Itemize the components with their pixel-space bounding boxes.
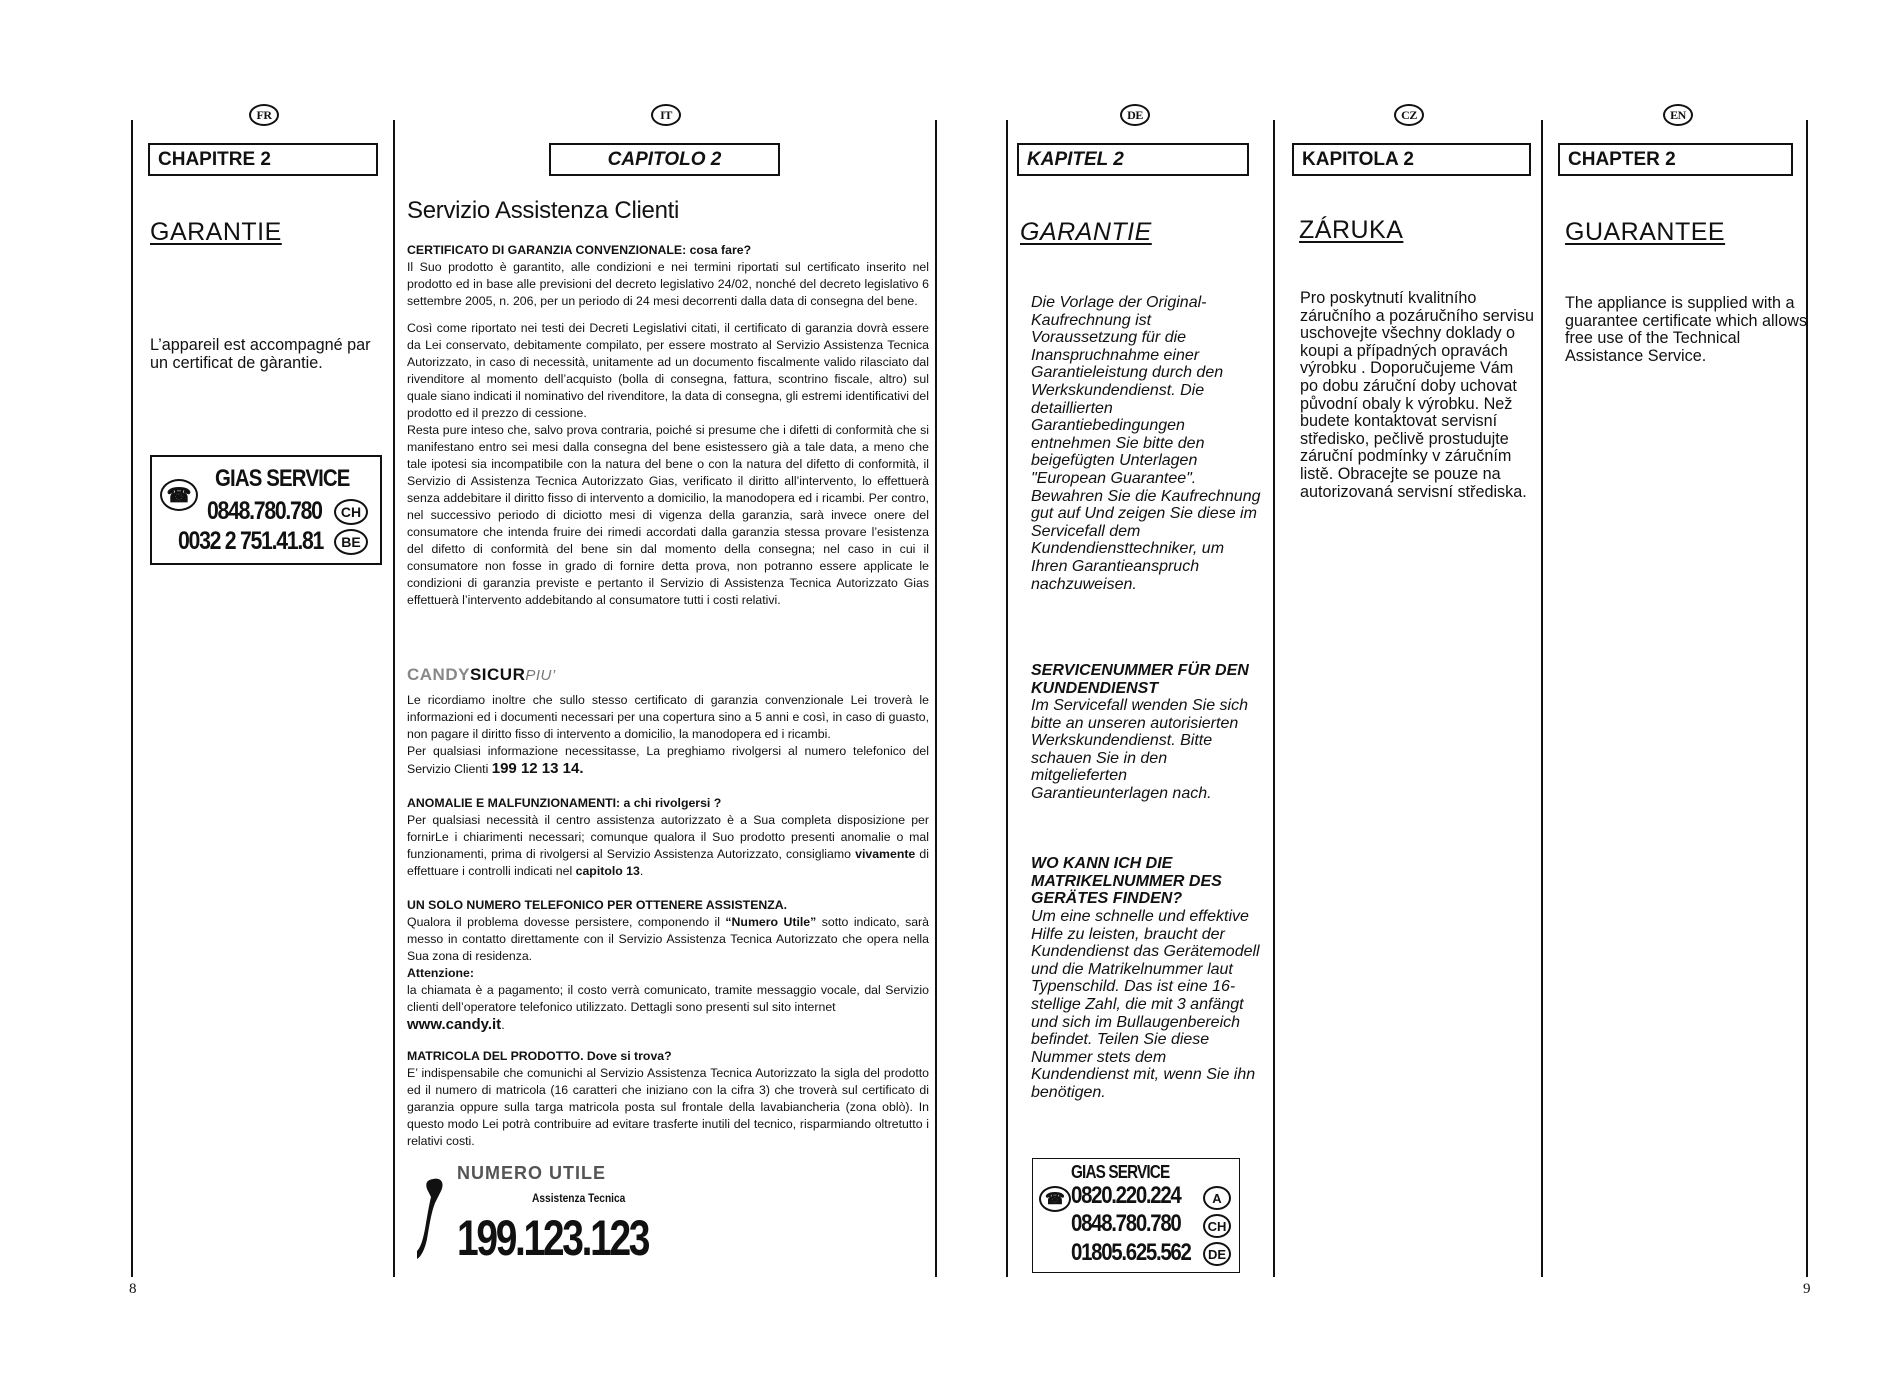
chapter-title: KAPITOLA 2 — [1302, 148, 1414, 170]
lang-badge-de: DE — [1120, 104, 1150, 126]
numero-utile-logo — [407, 1163, 647, 1273]
column-divider — [935, 120, 937, 1277]
chapter-box-it — [549, 143, 780, 176]
country-code: A — [1203, 1186, 1231, 1210]
column-divider — [131, 120, 133, 1277]
paragraph: E’ indispensabile che comunichi al Servizio Assistenza Tecnica Autorizzato la sigla del prodotto ed il numero di matricola (16 caratteri che iniziano con la cifra 3) che troverà sul certificato di garanzia oppure sulla targa matricola posta sul frontale della lavabiancheria (zona oblò). In questo modo Lei potrà contribuire ad evitare trasferte inutili del tecnico, risparmiando oltretutto i relativi costi. — [407, 1066, 929, 1148]
chapter-title: KAPITEL 2 — [1027, 148, 1124, 170]
service-number: 0820.220.224 — [1071, 1182, 1181, 1209]
telephone-icon: ☎ — [160, 479, 198, 511]
handset-icon — [415, 1173, 445, 1263]
paragraph: Le ricordiamo inoltre che sullo stesso certificato di garanzia convenzionale Lei troverà le informazioni ed i documenti necessari per una copertura sino a 5 anni e così, in caso di guasto, non pagare il diritto fisso di intervento a domicilio, la manodopera ed i ricambi. — [407, 693, 929, 741]
lang-badge-it: IT — [651, 104, 681, 126]
service-number: 0032 2 751.41.81 — [178, 527, 324, 555]
subheading: CERTIFICATO DI GARANZIA CONVENZIONALE: cosa fare? — [407, 243, 752, 257]
paragraph: la chiamata è a pagamento; il costo verrà comunicato, tramite messaggio vocale, dal Servizio clienti dell’operatore telefonico utilizzato. Dettagli sono presenti sul sito internet — [407, 983, 929, 1014]
paragraph: www.candy.it. — [407, 1016, 505, 1033]
subheading-de: SERVICENUMMER FÜR DEN KUNDENDIENST — [1031, 662, 1249, 697]
service-title: GIAS SERVICE — [215, 465, 350, 492]
lang-badge-cz: CZ — [1394, 104, 1424, 126]
chapter-box-de — [1017, 143, 1249, 176]
chapter-title: CAPITOLO 2 — [607, 148, 722, 170]
attention-label: Attenzione: — [407, 966, 474, 980]
chapter-title: CHAPITRE 2 — [158, 148, 271, 170]
website-link[interactable]: www.candy.it — [407, 1016, 502, 1033]
subheading-de: WO KANN ICH DIE MATRIKELNUMMER DES GERÄTES FINDEN? — [1031, 855, 1222, 908]
country-code: CH — [1203, 1214, 1231, 1238]
column-divider — [393, 120, 395, 1277]
body-text-de: Um eine schnelle und effektive Hilfe zu leisten, braucht der Kundendienst das Gerätemodell und die Matrikelnummer laut Typenschild. Das ist eine 16-stellige Zahl, die mit 3 anfängt und sich im Bullaugenbereich befindet. Teilen Sie diese Nummer stets dem Kundendienst mit, wenn Sie ihn benötigen. — [1031, 908, 1260, 1101]
body-text-it — [407, 242, 929, 609]
column-divider — [1006, 120, 1008, 1277]
chapter-box-en — [1558, 143, 1793, 176]
lang-badge-fr: FR — [249, 104, 279, 126]
lang-badge-en: EN — [1663, 104, 1693, 126]
paragraph: Resta pure inteso che, salvo prova contraria, poiché si presume che i difetti di conformità che si manifestano entro sei mesi dalla consegna del bene esistessero già a tale data, a meno che tale ipotesi sia incompatibile con la natura del bene o con la natura del difetto di conformità, il Servizio di Assistenza Tecnica Autorizzato Gias, verificato il diritto all’intervento, lo effettuerà senza addebitare il diritto fisso di intervento a domicilio, la manodopera ed i ricambi. Per contro, nel successivo periodo di diciotto mesi di vigenza della garanzia, sarà invece onere del consumatore che intenda fruire dei rimedi accordati dalla garanzia stessa provare l’esistenza del difetto di conformità del bene sin dal momento della consegna; nel caso in cui il consumatore non fosse in grado di fornire detta prova, non potranno essere applicate le condizioni di garanzia previste e pertanto il Servizio di Assistenza Tecnica Autorizzato Gias effettuerà l’intervento addebitando al consumatore tutti i costi relativi. — [407, 423, 929, 607]
body-text-de: Im Servicefall wenden Sie sich bitte an unseren autorisierten Werkskundendienst. Bitte schauen Sie in den mitgelieferten Garantieunterlagen nach. — [1031, 697, 1248, 802]
section-heading-cz: ZÁRUKA — [1299, 216, 1404, 244]
service-phone: 199 12 13 14. — [491, 760, 584, 777]
column-divider — [1541, 120, 1543, 1277]
numero-utile-number: 199.123.123 — [457, 1210, 649, 1266]
body-text-it-2 — [407, 692, 929, 1150]
service-box-fr — [150, 455, 382, 565]
country-code: BE — [334, 529, 368, 555]
subheading: ANOMALIE E MALFUNZIONAMENTI: a chi rivolgersi ? — [407, 796, 722, 810]
paragraph: Così come riportato nei testi dei Decreti Legislativi citati, il certificato di garanzia dovrà essere da Lei conservato, debitamente compilato, per essere mostrato al Servizio Assistenza Tecnica Autorizzato, in caso di necessità, unitamente ad un documento fiscalmente valido rilasciato dal rivenditore al momento dell’acquisto (bolla di consegna, fattura, scontrino fiscale, altro) sul quale siano indicati il nominativo del rivenditore, la data di consegna, gli estremi identificativi del prodotto ed il prezzo di cessione. — [407, 321, 929, 420]
service-number: 0848.780.780 — [207, 497, 322, 525]
chapter-title: CHAPTER 2 — [1568, 148, 1676, 170]
numero-utile-title: NUMERO UTILE — [457, 1163, 606, 1183]
column-divider — [1806, 120, 1808, 1277]
chapter-box-fr — [148, 143, 378, 176]
body-text-en: The appliance is supplied with a guarantee certificate which allows free use of the Technical Assistance Service. — [1565, 294, 1808, 365]
column-divider — [1273, 120, 1275, 1277]
subheading: UN SOLO NUMERO TELEFONICO PER OTTENERE ASSISTENZA. — [407, 898, 788, 912]
page-number-right: 9 — [1803, 1281, 1811, 1297]
body-text-de: Die Vorlage der Original-Kaufrechnung ist Voraussetzung für die Inanspruchnahme einer Garantieleistung durch den Werkskundendienst. Die detaillierten Garantiebedingungen entnehmen Sie bitte den beigefügten Unterlagen "European Guarantee". Bewahren Sie die Kaufrechnung gut auf Und zeigen Sie diese im Servicefall dem Kundendiensttechniker, um Ihren Garantieanspruch nachzuweisen. — [1031, 294, 1261, 593]
paragraph: Per qualsiasi informazione necessitasse, La preghiamo rivolgersi al numero telefonico del Servizio Clienti 199 12 13 14. — [407, 744, 929, 777]
paragraph: Qualora il problema dovesse persistere, componendo il “Numero Utile” sotto indicato, sarà messo in contatto direttamente con il Servizio Assistenza Tecnica Autorizzato che opera nella Sua zona di residenza. — [407, 915, 929, 963]
chapter-box-cz — [1292, 143, 1531, 176]
service-number: 01805.625.562 — [1071, 1239, 1191, 1266]
country-code: CH — [334, 499, 368, 525]
service-number: 0848.780.780 — [1071, 1210, 1181, 1237]
candysicur-logo: CANDYSICURPIU’ — [407, 665, 556, 684]
page-title-it: Servizio Assistenza Clienti — [407, 197, 680, 224]
section-heading-fr: GARANTIE — [150, 218, 282, 246]
paragraph: Il Suo prodotto è garantito, alle condizioni e nei termini riportati sul certificato inserito nel prodotto ed in base alle previsioni del decreto legislativo 24/02, nonché del decreto legislativo 6 settembre 2005, n. 206, per un periodo di 24 mesi decorrenti dalla data di consegna del bene. — [407, 260, 929, 308]
subheading: MATRICOLA DEL PRODOTTO. Dove si trova? — [407, 1049, 672, 1063]
paragraph: Per qualsiasi necessità il centro assistenza autorizzato è a Sua completa disposizione per fornirLe i chiarimenti necessari; comunque qualora il Suo prodotto presenti anomalie o mal funzionamenti, prima di rivolgersi al Servizio Assistenza Autorizzato, consigliamo vivamente di effettuare i controlli indicati nel capitolo 13. — [407, 813, 929, 878]
service-box-de — [1032, 1158, 1240, 1273]
body-text-fr: L’appareil est accompagné par un certificat de gàrantie. — [150, 336, 371, 372]
section-heading-de: GARANTIE — [1020, 218, 1152, 246]
body-text-cz: Pro poskytnutí kvalitního záručního a pozáručního servisu uschovejte všechny doklady o koupi a případných opravách výrobku . Doporučujeme Vám po dobu záruční doby uchovat původní obaly k výrobku. Než budete kontaktovat servisní středisko, pečlivě prostudujte záruční podmínky v záručním listě. Obracejte se pouze na autorizovaná servisní střediska. — [1300, 289, 1534, 501]
telephone-icon: ☎ — [1039, 1186, 1071, 1212]
numero-utile-subtitle: Assistenza Tecnica — [532, 1191, 626, 1205]
section-heading-en: GUARANTEE — [1565, 218, 1726, 246]
page-number-left: 8 — [129, 1281, 137, 1297]
service-title: GIAS SERVICE — [1071, 1162, 1170, 1182]
country-code: DE — [1203, 1242, 1231, 1266]
